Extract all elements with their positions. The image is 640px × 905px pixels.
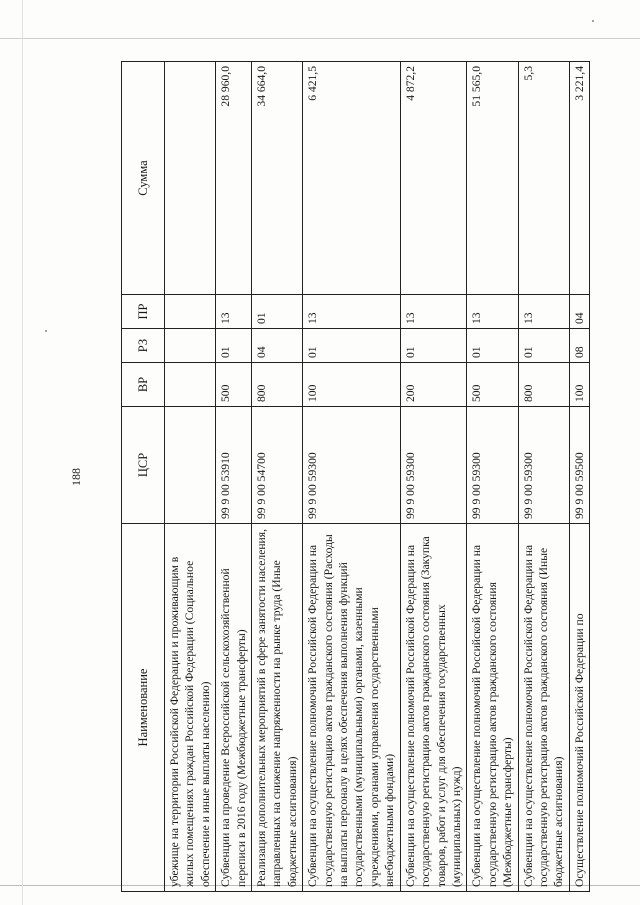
cell-rz: 01 bbox=[467, 329, 518, 363]
cell-pr: 13 bbox=[216, 295, 252, 329]
cell-csr: 99 9 00 59300 bbox=[303, 407, 400, 524]
cell-rz: 08 bbox=[569, 329, 589, 363]
cell-rz: 04 bbox=[252, 329, 303, 363]
table-header-row bbox=[122, 62, 165, 892]
cell-sum: 3 221,4 bbox=[569, 62, 589, 295]
scan-line-left bbox=[22, 0, 23, 905]
table-row bbox=[518, 62, 569, 892]
cell-sum: 28 960,0 bbox=[216, 62, 252, 295]
cell-sum: 5,3 bbox=[518, 62, 569, 295]
cell-pr: 13 bbox=[400, 295, 467, 329]
cell-pr bbox=[165, 295, 216, 329]
table-row bbox=[303, 62, 400, 892]
scan-dot bbox=[45, 330, 47, 332]
cell-pr: 13 bbox=[303, 295, 400, 329]
cell-vr: 100 bbox=[303, 363, 400, 407]
scan-dot bbox=[592, 20, 594, 22]
header-csr: ЦСР bbox=[122, 407, 165, 524]
table-row bbox=[252, 62, 303, 892]
cell-sum: 34 664,0 bbox=[252, 62, 303, 295]
cell-vr: 500 bbox=[467, 363, 518, 407]
cell-vr: 800 bbox=[518, 363, 569, 407]
header-pr: ПР bbox=[122, 295, 165, 329]
cell-name: убежище на территории Российской Федерации и проживающим в жилых помещениях граждан Российской Федерации (Социальное обеспечение и иные выплаты населению) bbox=[165, 524, 216, 892]
cell-csr: 99 9 00 59300 bbox=[467, 407, 518, 524]
table-row bbox=[400, 62, 467, 892]
cell-csr bbox=[165, 407, 216, 524]
cell-name: Субвенции на проведение Всероссийской сельскохозяйственной переписи в 2016 году (Межбюджетные трансферты) bbox=[216, 524, 252, 892]
cell-csr: 99 9 00 53910 bbox=[216, 407, 252, 524]
cell-name: Субвенции на осуществление полномочий Российской Федерации на государственную регистрацию актов гражданского состояния (Межбюджетные трансферты) bbox=[467, 524, 518, 892]
cell-rz: 01 bbox=[400, 329, 467, 363]
cell-vr: 800 bbox=[252, 363, 303, 407]
cell-pr: 01 bbox=[252, 295, 303, 329]
cell-rz: 01 bbox=[216, 329, 252, 363]
table-row bbox=[569, 62, 589, 892]
cell-csr: 99 9 00 59300 bbox=[518, 407, 569, 524]
table-row bbox=[216, 62, 252, 892]
cell-sum: 6 421,5 bbox=[303, 62, 400, 295]
cell-vr bbox=[165, 363, 216, 407]
cell-pr: 13 bbox=[467, 295, 518, 329]
cell-vr: 500 bbox=[216, 363, 252, 407]
cell-sum: 51 565,0 bbox=[467, 62, 518, 295]
budget-table bbox=[121, 61, 590, 892]
cell-pr: 13 bbox=[518, 295, 569, 329]
cell-sum: 4 872,2 bbox=[400, 62, 467, 295]
cell-csr: 99 9 00 59300 bbox=[400, 407, 467, 524]
header-vr: ВР bbox=[122, 363, 165, 407]
table-row bbox=[165, 62, 216, 892]
table-row bbox=[467, 62, 518, 892]
cell-name: Осуществление полномочий Российской Федерации по bbox=[569, 524, 589, 892]
cell-name: Субвенции на осуществление полномочий Российской Федерации на государственную регистрацию актов гражданского состояния (Иные бюджетные ассигнования) bbox=[518, 524, 569, 892]
header-sum: Сумма bbox=[122, 62, 165, 295]
cell-rz bbox=[165, 329, 216, 363]
cell-sum bbox=[165, 62, 216, 295]
cell-vr: 100 bbox=[569, 363, 589, 407]
page-number: 188 bbox=[69, 468, 83, 486]
cell-rz: 01 bbox=[518, 329, 569, 363]
cell-name: Субвенции на осуществление полномочий Российской Федерации на государственную регистрацию актов гражданского состояния (Закупка товаров, работ и услуг для обеспечения государственных (муниципальных) нужд) bbox=[400, 524, 467, 892]
cell-csr: 99 9 00 59500 bbox=[569, 407, 589, 524]
cell-name: Субвенции на осуществление полномочий Российской Федерации на государственную регистрацию актов гражданского состояния (Расходы на выплаты персоналу в целях обеспечения выполнения функций государственными (муниципальными) органами, казенными учреждениями, органами управления государственными внебюджетными фондами) bbox=[303, 524, 400, 892]
scan-line-top bbox=[0, 38, 640, 39]
rotated-page bbox=[69, 62, 615, 892]
cell-vr: 200 bbox=[400, 363, 467, 407]
cell-pr: 04 bbox=[569, 295, 589, 329]
header-name: Наименование bbox=[122, 524, 165, 892]
cell-name: Реализация дополнительных мероприятий в сфере занятости населения, направленных на снижение напряженности на рынке труда (Иные бюджетные ассигнования) bbox=[252, 524, 303, 892]
header-rz: РЗ bbox=[122, 329, 165, 363]
cell-rz: 01 bbox=[303, 329, 400, 363]
cell-csr: 99 9 00 54700 bbox=[252, 407, 303, 524]
